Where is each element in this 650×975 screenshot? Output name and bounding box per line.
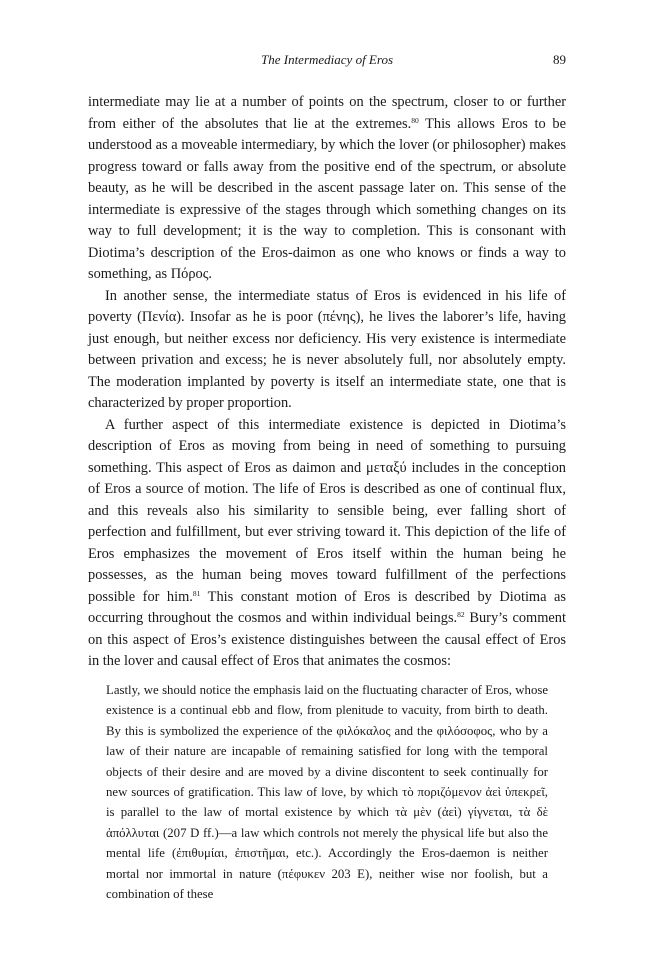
footnote-ref-80: 80 <box>411 115 419 125</box>
footnote-ref-81: 81 <box>192 588 201 598</box>
paragraph-3-text-b: This constant motion of Eros is described by Diotima as occurring throughout the cosmos and within individual beings. <box>88 588 566 626</box>
footnote-ref-82: 82 <box>457 610 465 619</box>
paragraph-1-text-a: intermediate may lie at a number of points on the spectrum, closer to or further from either of the absolutes that lie at the extremes. <box>88 94 566 132</box>
page-number: 89 <box>553 52 566 67</box>
paragraph-1-text-b: This allows Eros to be understood as a moveable intermediary, by which the lover (or philosopher) makes progress toward or falls away from the positive end of the spectrum, or absolute beauty, as he will be described in the ascent passage later on. This sense of the intermediate is expressive of the stages through which something changes on its way to full development; it is the way to completion. This is consonant with Diotima’s description of the Eros-daimon as one who knows or finds a way to something, as Πόρος. <box>88 115 566 282</box>
paragraph-3 <box>88 415 566 673</box>
running-title: The Intermediacy of Eros <box>260 52 394 67</box>
paragraph-1 <box>88 92 566 286</box>
block-quote-text: Lastly, we should notice the emphasis laid on the fluctuating character of Eros, whose existence is a continual ebb and flow, from plenitude to vacuity, from birth to death. By this is symbolized the experience of the φιλόκαλος and the φιλόσοφος, who by a law of their nature are incapable of remaining satisfied for long with the temporal objects of their desire and are moved by a divine discontent to seek continually for new sources of gratification. This law of love, by which τὸ ποριζόμενον ἀεὶ ὑπεκρεῖ, is parallel to the law of mortal existence by which τὰ μὲν (ἀεὶ) γίγνεται, τὰ δὲ ἀπόλλυται (207 D ff.)—a law which controls not merely the physical life but also the mental life (ἐπιθυμίαι, ἐπιστῆμαι, etc.). Accordingly the Eros-daemon is neither mortal nor immortal in nature (πέφυκεν 203 E), neither wise nor foolish, but a combination of these <box>106 683 548 902</box>
block-quote <box>106 680 548 904</box>
running-head <box>88 52 566 72</box>
paragraph-3-text-a: A further aspect of this intermediate existence is depicted in Diotima’s description of Eros as moving from being in need of something to pursuing something. This aspect of Eros as daimon and μεταξύ includes in the conception of Eros a source of motion. The life of Eros is described as one of continual flux, and this reveals also his similarity to sensible being, ever falling short of perfection and fulfillment, but ever striving toward it. This depiction of the life of Eros emphasizes the movement of Eros itself within the human being he possesses, as the human being moves toward fulfillment of the perfections possible for him. <box>88 416 566 605</box>
body-text <box>88 92 566 673</box>
paragraph-2: In another sense, the intermediate status of Eros is evidenced in his life of poverty (Πενία). Insofar as he is poor (πένης), he lives the laborer’s life, having just enough, but neither excess nor deficiency. His very existence is intermediate between privation and excess; he is never absolutely full, nor absolutely empty. The moderation implanted by poverty is itself an intermediate state, one that is characterized by proper proportion. <box>88 287 566 411</box>
paragraph-3-text-c: Bury’s comment on this aspect of Eros’s existence distinguishes between the causal effect of Eros in the lover and causal effect of Eros that animates the cosmos: <box>88 610 567 669</box>
